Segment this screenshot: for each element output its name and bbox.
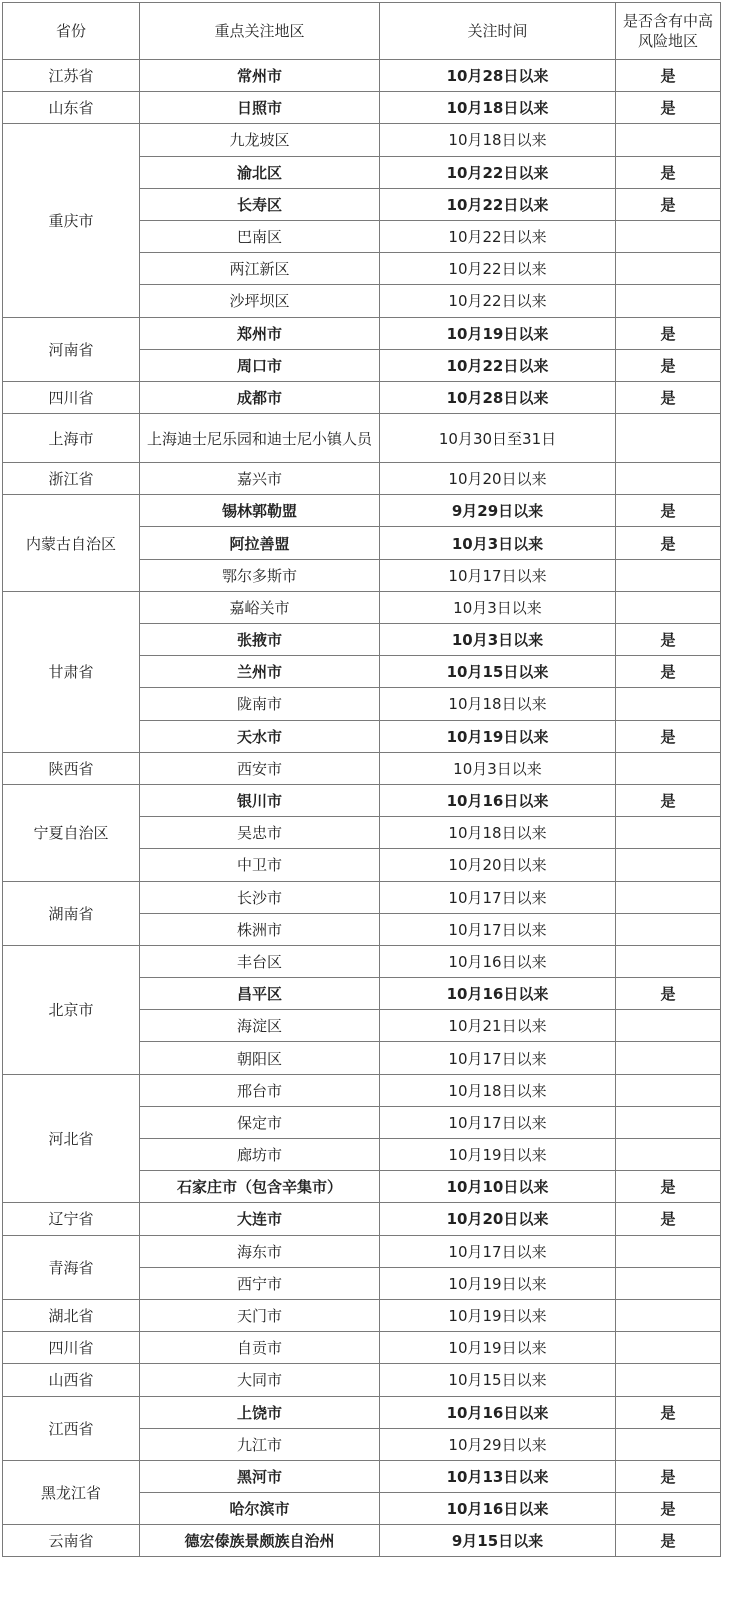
- area-cell: 日照市: [140, 92, 380, 124]
- area-cell: 上饶市: [140, 1396, 380, 1428]
- risk-cell: 是: [616, 1203, 721, 1235]
- area-cell: 大连市: [140, 1203, 380, 1235]
- header-province: 省份: [3, 3, 140, 60]
- time-cell: 10月10日以来: [380, 1171, 616, 1203]
- province-cell: 江苏省: [3, 60, 140, 92]
- table-row: [3, 495, 721, 527]
- risk-cell: 是: [616, 92, 721, 124]
- risk-cell: [616, 881, 721, 913]
- province-cell: 黑龙江省: [3, 1460, 140, 1524]
- area-cell: 海淀区: [140, 1010, 380, 1042]
- table-row: [3, 317, 721, 349]
- time-cell: 10月17日以来: [380, 1042, 616, 1074]
- risk-cell: [616, 752, 721, 784]
- risk-cell: 是: [616, 381, 721, 413]
- area-cell: 九江市: [140, 1428, 380, 1460]
- time-cell: 10月17日以来: [380, 881, 616, 913]
- area-cell: 长寿区: [140, 188, 380, 220]
- risk-cell: [616, 463, 721, 495]
- risk-cell: 是: [616, 1525, 721, 1557]
- province-cell: 北京市: [3, 945, 140, 1074]
- province-cell: 河北省: [3, 1074, 140, 1203]
- time-cell: 10月19日以来: [380, 1299, 616, 1331]
- time-cell: 10月22日以来: [380, 253, 616, 285]
- province-cell: 河南省: [3, 317, 140, 381]
- time-cell: 10月13日以来: [380, 1460, 616, 1492]
- risk-cell: 是: [616, 527, 721, 559]
- area-cell: 两江新区: [140, 253, 380, 285]
- risk-cell: 是: [616, 156, 721, 188]
- risk-cell: [616, 1010, 721, 1042]
- province-cell: 浙江省: [3, 463, 140, 495]
- area-cell: 郑州市: [140, 317, 380, 349]
- risk-cell: [616, 1428, 721, 1460]
- time-cell: 10月19日以来: [380, 1139, 616, 1171]
- risk-cell: [616, 1364, 721, 1396]
- risk-cell: 是: [616, 1460, 721, 1492]
- table-row: [3, 1203, 721, 1235]
- table-row: [3, 784, 721, 816]
- area-cell: 吴忠市: [140, 817, 380, 849]
- risk-cell: [616, 1332, 721, 1364]
- area-cell: 嘉峪关市: [140, 591, 380, 623]
- area-cell: 兰州市: [140, 656, 380, 688]
- risk-cell: 是: [616, 624, 721, 656]
- time-cell: 10月22日以来: [380, 188, 616, 220]
- time-cell: 10月3日以来: [380, 527, 616, 559]
- area-cell: 保定市: [140, 1106, 380, 1138]
- risk-cell: 是: [616, 720, 721, 752]
- risk-cell: 是: [616, 784, 721, 816]
- area-cell: 石家庄市（包含辛集市）: [140, 1171, 380, 1203]
- time-cell: 10月15日以来: [380, 656, 616, 688]
- header-area: 重点关注地区: [140, 3, 380, 60]
- risk-cell: 是: [616, 1396, 721, 1428]
- province-cell: 四川省: [3, 1332, 140, 1364]
- risk-cell: [616, 817, 721, 849]
- table-header: [3, 3, 721, 60]
- area-cell: 天门市: [140, 1299, 380, 1331]
- table-row: [3, 92, 721, 124]
- time-cell: 10月22日以来: [380, 156, 616, 188]
- area-cell: 德宏傣族景颇族自治州: [140, 1525, 380, 1557]
- table-row: [3, 752, 721, 784]
- risk-cell: [616, 559, 721, 591]
- province-cell: 四川省: [3, 381, 140, 413]
- area-cell: 中卫市: [140, 849, 380, 881]
- time-cell: 10月18日以来: [380, 92, 616, 124]
- area-cell: 嘉兴市: [140, 463, 380, 495]
- risk-cell: 是: [616, 349, 721, 381]
- time-cell: 10月17日以来: [380, 1235, 616, 1267]
- risk-cell: [616, 1267, 721, 1299]
- risk-cell: [616, 1235, 721, 1267]
- area-cell: 株洲市: [140, 913, 380, 945]
- risk-cell: 是: [616, 978, 721, 1010]
- area-cell: 大同市: [140, 1364, 380, 1396]
- risk-cell: [616, 1299, 721, 1331]
- table-row: [3, 463, 721, 495]
- area-cell: 鄂尔多斯市: [140, 559, 380, 591]
- area-cell: 沙坪坝区: [140, 285, 380, 317]
- risk-cell: [616, 1042, 721, 1074]
- province-cell: 重庆市: [3, 124, 140, 317]
- area-cell: 天水市: [140, 720, 380, 752]
- province-cell: 江西省: [3, 1396, 140, 1460]
- table-row: [3, 1364, 721, 1396]
- area-cell: 阿拉善盟: [140, 527, 380, 559]
- table-row: [3, 945, 721, 977]
- risk-cell: [616, 945, 721, 977]
- area-cell: 巴南区: [140, 220, 380, 252]
- time-cell: 10月3日以来: [380, 624, 616, 656]
- time-cell: 10月16日以来: [380, 1396, 616, 1428]
- time-cell: 10月22日以来: [380, 349, 616, 381]
- area-cell: 朝阳区: [140, 1042, 380, 1074]
- area-cell: 周口市: [140, 349, 380, 381]
- risk-cell: 是: [616, 188, 721, 220]
- time-cell: 10月17日以来: [380, 559, 616, 591]
- table-row: [3, 881, 721, 913]
- table-row: [3, 1299, 721, 1331]
- area-cell: 自贡市: [140, 1332, 380, 1364]
- time-cell: 10月16日以来: [380, 784, 616, 816]
- area-cell: 廊坊市: [140, 1139, 380, 1171]
- time-cell: 10月3日以来: [380, 591, 616, 623]
- table-row: [3, 591, 721, 623]
- time-cell: 10月20日以来: [380, 463, 616, 495]
- province-cell: 甘肃省: [3, 591, 140, 752]
- area-cell: 九龙坡区: [140, 124, 380, 156]
- table-row: [3, 1525, 721, 1557]
- area-cell: 昌平区: [140, 978, 380, 1010]
- risk-cell: 是: [616, 1493, 721, 1525]
- focus-areas-table: [2, 2, 721, 1557]
- province-cell: 内蒙古自治区: [3, 495, 140, 592]
- risk-cell: [616, 414, 721, 463]
- area-cell: 渝北区: [140, 156, 380, 188]
- province-cell: 陕西省: [3, 752, 140, 784]
- area-cell: 黑河市: [140, 1460, 380, 1492]
- area-cell: 邢台市: [140, 1074, 380, 1106]
- header-risk: 是否含有中高风险地区: [616, 3, 721, 60]
- time-cell: 10月17日以来: [380, 913, 616, 945]
- time-cell: 10月16日以来: [380, 978, 616, 1010]
- risk-cell: [616, 253, 721, 285]
- area-cell: 张掖市: [140, 624, 380, 656]
- time-cell: 10月28日以来: [380, 60, 616, 92]
- risk-cell: 是: [616, 60, 721, 92]
- province-cell: 辽宁省: [3, 1203, 140, 1235]
- time-cell: 10月18日以来: [380, 817, 616, 849]
- time-cell: 10月19日以来: [380, 1332, 616, 1364]
- area-cell: 陇南市: [140, 688, 380, 720]
- time-cell: 10月29日以来: [380, 1428, 616, 1460]
- time-cell: 10月18日以来: [380, 1074, 616, 1106]
- risk-cell: [616, 220, 721, 252]
- province-cell: 云南省: [3, 1525, 140, 1557]
- time-cell: 10月21日以来: [380, 1010, 616, 1042]
- time-cell: 10月16日以来: [380, 1493, 616, 1525]
- time-cell: 10月19日以来: [380, 1267, 616, 1299]
- table-row: [3, 60, 721, 92]
- risk-cell: [616, 1074, 721, 1106]
- table-row: [3, 1235, 721, 1267]
- province-cell: 山东省: [3, 92, 140, 124]
- time-cell: 10月22日以来: [380, 220, 616, 252]
- province-cell: 宁夏自治区: [3, 784, 140, 881]
- time-cell: 10月20日以来: [380, 849, 616, 881]
- area-cell: 西安市: [140, 752, 380, 784]
- table-body: [3, 60, 721, 1557]
- table-row: [3, 124, 721, 156]
- risk-cell: [616, 124, 721, 156]
- risk-cell: 是: [616, 1171, 721, 1203]
- risk-cell: [616, 285, 721, 317]
- table-row: [3, 381, 721, 413]
- risk-cell: [616, 1139, 721, 1171]
- area-cell: 丰台区: [140, 945, 380, 977]
- province-cell: 湖北省: [3, 1299, 140, 1331]
- area-cell: 上海迪士尼乐园和迪士尼小镇人员: [140, 414, 380, 463]
- time-cell: 10月18日以来: [380, 688, 616, 720]
- header-row: [3, 3, 721, 60]
- area-cell: 西宁市: [140, 1267, 380, 1299]
- risk-cell: 是: [616, 495, 721, 527]
- table-row: [3, 414, 721, 463]
- time-cell: 10月19日以来: [380, 720, 616, 752]
- risk-cell: 是: [616, 317, 721, 349]
- time-cell: 10月16日以来: [380, 945, 616, 977]
- province-cell: 山西省: [3, 1364, 140, 1396]
- risk-cell: [616, 688, 721, 720]
- header-time: 关注时间: [380, 3, 616, 60]
- area-cell: 哈尔滨市: [140, 1493, 380, 1525]
- time-cell: 10月19日以来: [380, 317, 616, 349]
- time-cell: 9月15日以来: [380, 1525, 616, 1557]
- time-cell: 10月18日以来: [380, 124, 616, 156]
- province-cell: 湖南省: [3, 881, 140, 945]
- risk-cell: [616, 849, 721, 881]
- time-cell: 10月17日以来: [380, 1106, 616, 1138]
- time-cell: 10月20日以来: [380, 1203, 616, 1235]
- table-row: [3, 1460, 721, 1492]
- area-cell: 海东市: [140, 1235, 380, 1267]
- time-cell: 10月3日以来: [380, 752, 616, 784]
- area-cell: 常州市: [140, 60, 380, 92]
- table-row: [3, 1332, 721, 1364]
- area-cell: 锡林郭勒盟: [140, 495, 380, 527]
- time-cell: 10月15日以来: [380, 1364, 616, 1396]
- time-cell: 10月22日以来: [380, 285, 616, 317]
- province-cell: 青海省: [3, 1235, 140, 1299]
- time-cell: 10月28日以来: [380, 381, 616, 413]
- risk-cell: [616, 591, 721, 623]
- province-cell: 上海市: [3, 414, 140, 463]
- time-cell: 9月29日以来: [380, 495, 616, 527]
- area-cell: 长沙市: [140, 881, 380, 913]
- table-row: [3, 1074, 721, 1106]
- risk-cell: [616, 913, 721, 945]
- risk-cell: [616, 1106, 721, 1138]
- table-row: [3, 1396, 721, 1428]
- area-cell: 成都市: [140, 381, 380, 413]
- area-cell: 银川市: [140, 784, 380, 816]
- time-cell: 10月30日至31日: [380, 414, 616, 463]
- risk-cell: 是: [616, 656, 721, 688]
